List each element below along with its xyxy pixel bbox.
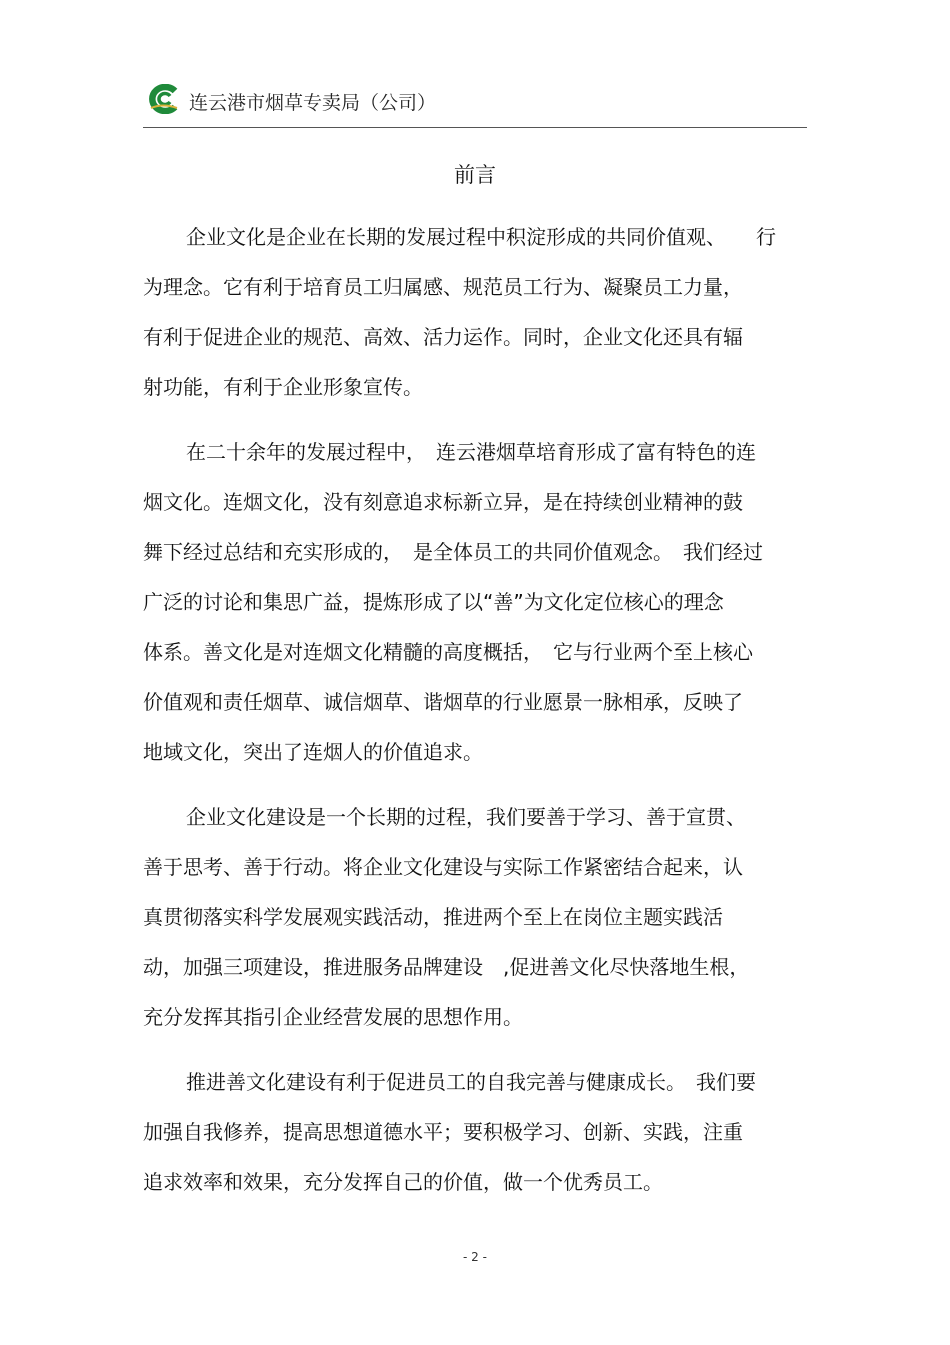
text-line: 有利于促进企业的规范、高效、活力运作。同时，企业文化还具有辐 [143, 325, 743, 349]
paragraph-2 [143, 437, 813, 787]
text-line: 追求效率和效果，充分发挥自己的价值，做一个优秀员工。 [143, 1170, 663, 1194]
document-body [143, 222, 813, 1232]
organization-name: 连云港市烟草专卖局（公司） [189, 92, 437, 114]
page-number: - 2 - [463, 1250, 487, 1264]
text-line: 为理念。它有利于培育员工归属感、规范员工行为、凝聚员工力量， [143, 275, 743, 299]
text-line: 射功能，有利于企业形象宣传。 [143, 375, 423, 399]
document-title: 前言 [454, 163, 496, 187]
text-line: 广泛的讨论和集思广益，提炼形成了以“善”为文化定位核心的理念 [143, 590, 724, 614]
text-line: 动，加强三项建设，推进服务品牌建设 ,促进善文化尽快落地生根， [143, 955, 750, 979]
text-line: 加强自我修养，提高思想道德水平；要积极学习、创新、实践，注重 [143, 1120, 743, 1144]
paragraph-3 [143, 802, 813, 1052]
text-line: 充分发挥其指引企业经营发展的思想作用。 [143, 1005, 523, 1029]
text-line: 舞下经过总结和充实形成的， 是全体员工的共同价值观念。 我们经过 [143, 540, 763, 564]
text-line: 地域文化，突出了连烟人的价值追求。 [143, 740, 483, 764]
text-line: 善于思考、善于行动。将企业文化建设与实际工作紧密结合起来，认 [143, 855, 743, 879]
header-divider [143, 127, 807, 128]
text-line: 真贯彻落实科学发展观实践活动，推进两个至上在岗位主题实践活 [143, 905, 723, 929]
text-line: 体系。善文化是对连烟文化精髓的高度概括， 它与行业两个至上核心 [143, 640, 753, 664]
page-header [143, 84, 807, 128]
text-line: 在二十余年的发展过程中， 连云港烟草培育形成了富有特色的连 [186, 440, 756, 464]
company-logo-icon [145, 84, 181, 114]
text-line: 烟文化。连烟文化，没有刻意追求标新立异，是在持续创业精神的鼓 [143, 490, 743, 514]
text-line: 企业文化建设是一个长期的过程，我们要善于学习、善于宣贯、 [186, 805, 746, 829]
text-line: 价值观和责任烟草、诚信烟草、谐烟草的行业愿景一脉相承，反映了 [143, 690, 743, 714]
paragraph-4 [143, 1067, 813, 1217]
text-line: 企业文化是企业在长期的发展过程中积淀形成的共同价值观、 行 [186, 225, 776, 249]
text-line: 推进善文化建设有利于促进员工的自我完善与健康成长。 我们要 [186, 1070, 756, 1094]
paragraph-1 [143, 222, 813, 422]
